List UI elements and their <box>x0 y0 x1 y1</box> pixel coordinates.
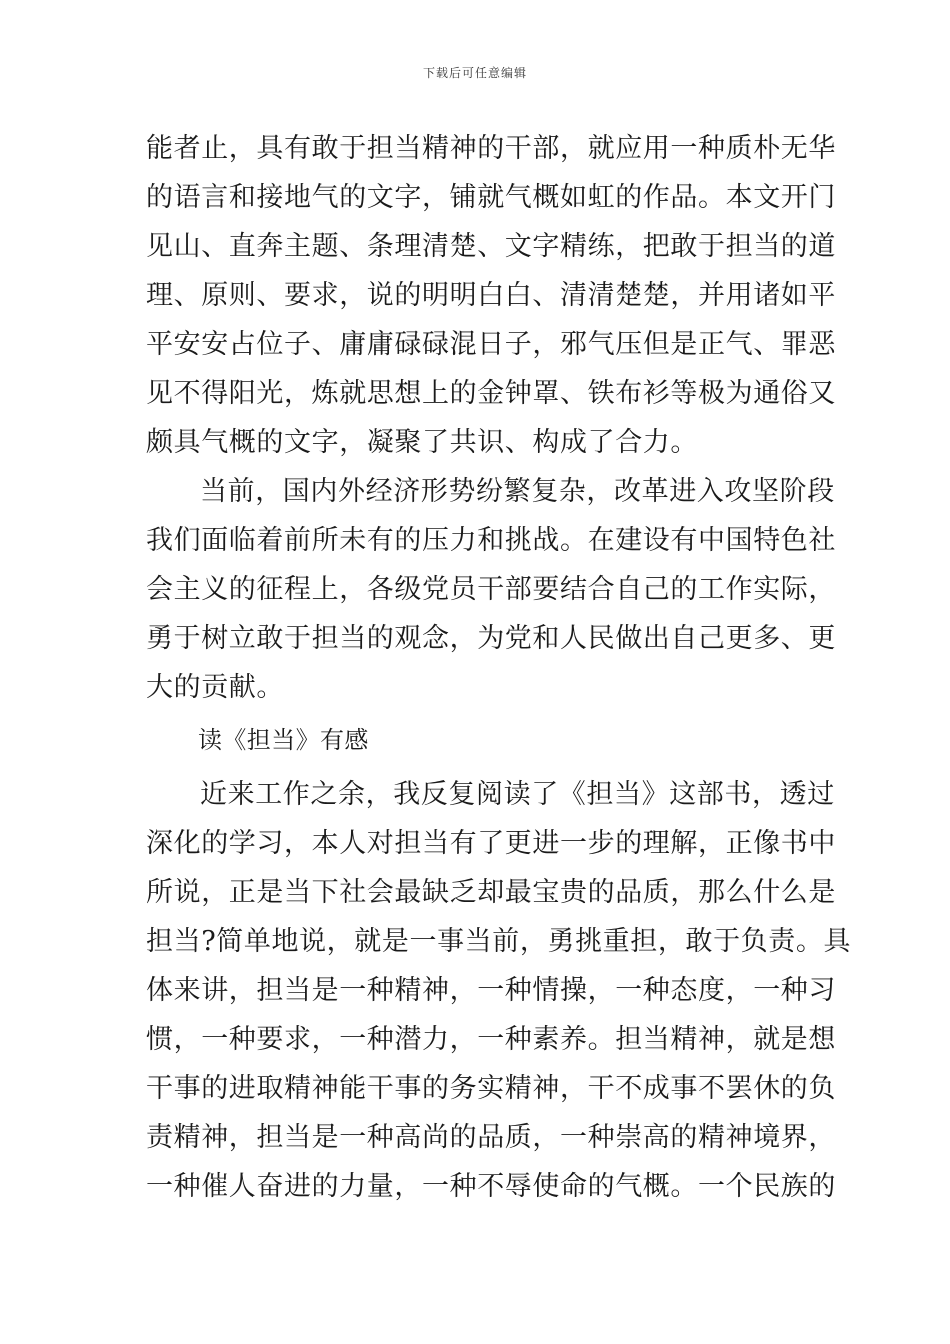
paragraph-line: 我们面临着前所未有的压力和挑战。在建设有中国特色社 <box>146 525 836 556</box>
paragraph-line: 勇于树立敢于担当的观念，为党和人民做出自己更多、更 <box>146 623 836 654</box>
paragraph-first-line: 近来工作之余，我反复阅读了《担当》这部书，透过 <box>200 779 835 810</box>
paragraph-line: 责精神，担当是一种高尚的品质，一种崇高的精神境界， <box>146 1122 836 1153</box>
paragraph-line: 见不得阳光，炼就思想上的金钟罩、铁布衫等极为通俗又 <box>146 378 836 409</box>
section-heading: 读《担当》有感 <box>198 726 369 754</box>
paragraph-line: 能者止，具有敢于担当精神的干部，就应用一种质朴无华 <box>146 133 836 164</box>
paragraph-line: 见山、直奔主题、条理清楚、文字精练，把敢于担当的道 <box>146 231 836 262</box>
paragraph-line: 深化的学习，本人对担当有了更进一步的理解，正像书中 <box>146 828 836 859</box>
paragraph-line: 平安安占位子、庸庸碌碌混日子，邪气压但是正气、罪恶 <box>146 329 836 360</box>
paragraph-line: 一种催人奋进的力量，一种不辱使命的气概。一个民族的 <box>146 1171 836 1202</box>
paragraph-first-line: 当前，国内外经济形势纷繁复杂，改革进入攻坚阶段 <box>200 476 835 507</box>
paragraph-line: 会主义的征程上，各级党员干部要结合自己的工作实际， <box>146 574 836 605</box>
paragraph-line: 的语言和接地气的文字，铺就气概如虹的作品。本文开门 <box>146 182 836 213</box>
paragraph-line: 大的贡献。 <box>146 672 284 703</box>
paragraph-line: 担当?简单地说，就是一事当前，勇挑重担，敢于负责。具 <box>146 926 852 957</box>
paragraph-line: 干事的进取精神能干事的务实精神，干不成事不罢休的负 <box>146 1073 836 1104</box>
paragraph-line: 所说，正是当下社会最缺乏却最宝贵的品质，那么什么是 <box>146 877 836 908</box>
paragraph-line: 颇具气概的文字，凝聚了共识、构成了合力。 <box>146 427 698 458</box>
page-header: 下载后可任意编辑 <box>422 66 527 80</box>
paragraph-line: 体来讲，担当是一种精神，一种情操，一种态度，一种习 <box>146 975 836 1006</box>
paragraph-line: 惯，一种要求，一种潜力，一种素养。担当精神，就是想 <box>146 1024 836 1055</box>
paragraph-line: 理、原则、要求，说的明明白白、清清楚楚，并用诸如平 <box>146 280 836 311</box>
